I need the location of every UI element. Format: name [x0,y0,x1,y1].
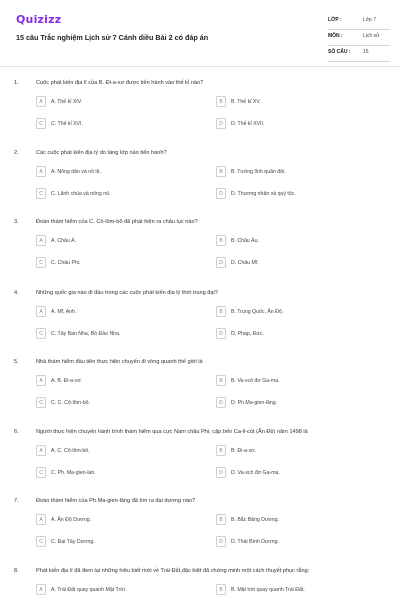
question-block [0,429,400,501]
option-letter-box: A [36,584,46,595]
option-letter-box: B [216,514,226,525]
answer-option[interactable] [36,235,186,247]
option-letter-box: B [216,445,226,456]
meta-value: 15 [363,49,369,55]
question-text: Đoàn thám hiểm của C. Cô-lôm-bô đã phát hiện ra châu lục nào? [36,219,198,225]
option-letter-box: D [216,118,226,129]
option-letter-box: A [36,514,46,525]
answer-option[interactable] [216,445,366,457]
answer-option[interactable] [216,257,366,269]
answer-option[interactable] [216,584,366,596]
quizizz-logo: Quizizz [16,13,62,26]
answer-option[interactable] [36,166,186,178]
option-text: C. Châu Phi. [51,259,81,266]
option-text: A. Trái Đất quay quanh Mặt Trời. [51,586,127,593]
option-text: D. Châu Mĩ. [231,259,259,266]
question-number: 5. [14,359,19,365]
option-letter-box: A [36,235,46,246]
option-text: A. Mĩ, Anh. [51,308,77,315]
option-text: D. Pháp, Đức. [231,330,264,337]
option-text: A. Nông dân và nô lệ. [51,168,101,175]
question-block [0,150,400,222]
question-text: Các cuộc phát kiến địa lý do tầng lớp nào tiến hành? [36,150,167,156]
option-letter-box: D [216,188,226,199]
option-text: C. Tây Ban Nha, Bồ Đào Nha. [51,330,121,337]
meta-value: Lịch sử [363,33,380,39]
question-text: Nhà thám hiểm đầu tiên thực hiện chuyến đi vòng quanh thế giới là [36,359,203,365]
option-letter-box: A [36,166,46,177]
option-letter-box: D [216,328,226,339]
meta-info [328,14,390,62]
answer-option[interactable] [216,166,366,178]
answer-option[interactable] [36,536,186,548]
option-text: C. Thế kỉ XVI. [51,120,83,127]
meta-row-count [328,46,390,62]
answer-option[interactable] [36,306,186,318]
option-text: B. Bắc Băng Dương. [231,516,280,523]
option-text: A. Thế kỉ XIV. [51,98,83,105]
answer-option[interactable] [216,375,366,387]
option-letter-box: D [216,397,226,408]
answer-option[interactable] [216,118,366,130]
meta-label: SỐ CÂU : [328,49,351,55]
worksheet-header [0,0,400,66]
option-text: D. Thái Bình Dương. [231,538,280,545]
option-text: D. Thế kỉ XVII. [231,120,265,127]
answer-option[interactable] [216,328,366,340]
meta-row-subject [328,30,390,46]
question-number: 2. [14,150,19,156]
answer-option[interactable] [36,445,186,457]
question-block [0,359,400,431]
option-letter-box: D [216,257,226,268]
option-letter-box: C [36,118,46,129]
option-letter-box: D [216,467,226,478]
question-text: Người thực hiện chuyến hành trình thám hiểm qua cực Nam châu Phi, cập bến Ca-li-cút (Ấn Độ) năm 1498 là [36,429,308,435]
header-divider [0,66,400,67]
question-number: 4. [14,290,19,296]
option-text: A. Ấn Độ Dương. [51,516,92,523]
option-letter-box: B [216,96,226,107]
answer-option[interactable] [216,235,366,247]
option-letter-box: A [36,375,46,386]
option-letter-box: B [216,235,226,246]
option-text: D. Va-xcô đơ Ga-ma. [231,469,280,476]
answer-option[interactable] [36,188,186,200]
answer-option[interactable] [36,96,186,108]
answer-option[interactable] [36,467,186,479]
option-letter-box: B [216,306,226,317]
answer-option[interactable] [216,467,366,479]
option-text: D. Ph.Ma-gien-lăng. [231,399,278,406]
page-title: 15 câu Trắc nghiệm Lịch sử 7 Cánh diều Bài 2 có đáp án [16,33,209,42]
answer-option[interactable] [216,397,366,409]
question-number: 1. [14,80,19,86]
question-text: Phát kiến địa lí đã đem lại những hiểu biết mới về Trái Đất,đặc biệt đã chứng minh một cách thuyết phục rằng: [36,568,310,574]
option-text: B. Châu Âu. [231,237,259,244]
option-text: C. Lãnh chúa và nông nô. [51,190,111,197]
question-number: 6. [14,429,19,435]
option-text: B. Thế kỉ XV. [231,98,261,105]
question-text: Cuộc phát kiến địa lí của B. Đi-a-xơ được tiến hành vào thế kỉ nào? [36,80,204,86]
question-number: 8. [14,568,19,574]
option-letter-box: A [36,445,46,456]
question-block [0,568,400,600]
option-letter-box: B [216,584,226,595]
answer-option[interactable] [36,118,186,130]
option-text: D. Thương nhân và quý tộc. [231,190,296,197]
option-text: A. Châu Á. [51,237,77,244]
answer-option[interactable] [36,328,186,340]
option-text: C. C. Cô-lôm-bô. [51,399,90,406]
answer-option[interactable] [36,584,186,596]
option-text: A. B. Đi-a-xơ. [51,377,83,384]
answer-option[interactable] [216,514,366,526]
question-number: 3. [14,219,19,225]
question-text: Những quốc gia nào đi đầu trong các cuộc phát kiến địa lý thời trung đại? [36,290,218,296]
option-letter-box: C [36,188,46,199]
option-text: C. Đại Tây Dương. [51,538,95,545]
option-letter-box: A [36,96,46,107]
answer-option[interactable] [36,397,186,409]
option-text: B. Mặt trời quay quanh Trái Đất. [231,586,305,593]
option-text: C. Ph. Ma-gien-lan. [51,469,96,476]
option-letter-box: C [36,467,46,478]
answer-option[interactable] [216,188,366,200]
option-letter-box: B [216,166,226,177]
answer-option[interactable] [216,536,366,548]
question-block [0,290,400,362]
option-letter-box: C [36,257,46,268]
option-text: B. Đi-a-xơ. [231,447,257,454]
answer-option[interactable] [216,96,366,108]
meta-row-class [328,14,390,30]
option-text: A. C. Cô-lôm-bô. [51,447,90,454]
meta-value: Lớp 7 [363,17,377,23]
answer-option[interactable] [36,514,186,526]
option-letter-box: C [36,328,46,339]
answer-option[interactable] [36,257,186,269]
option-text: B. Va-xcô đơ Ga-ma. [231,377,280,384]
option-letter-box: A [36,306,46,317]
question-block [0,80,400,152]
answer-option[interactable] [36,375,186,387]
option-letter-box: D [216,536,226,547]
option-letter-box: B [216,375,226,386]
meta-label: LỚP : [328,17,342,23]
answer-option[interactable] [216,306,366,318]
question-block [0,219,400,291]
question-number: 7. [14,498,19,504]
question-text: Đoàn thám hiểm của Ph.Ma-gien-lăng đã tìm ra đại dương nào? [36,498,196,504]
option-text: B. Tướng lĩnh quân đội. [231,168,286,175]
option-text: B. Trung Quốc, Ấn Độ. [231,308,284,315]
option-letter-box: C [36,397,46,408]
question-block [0,498,400,570]
meta-label: MÔN : [328,33,343,39]
option-letter-box: C [36,536,46,547]
